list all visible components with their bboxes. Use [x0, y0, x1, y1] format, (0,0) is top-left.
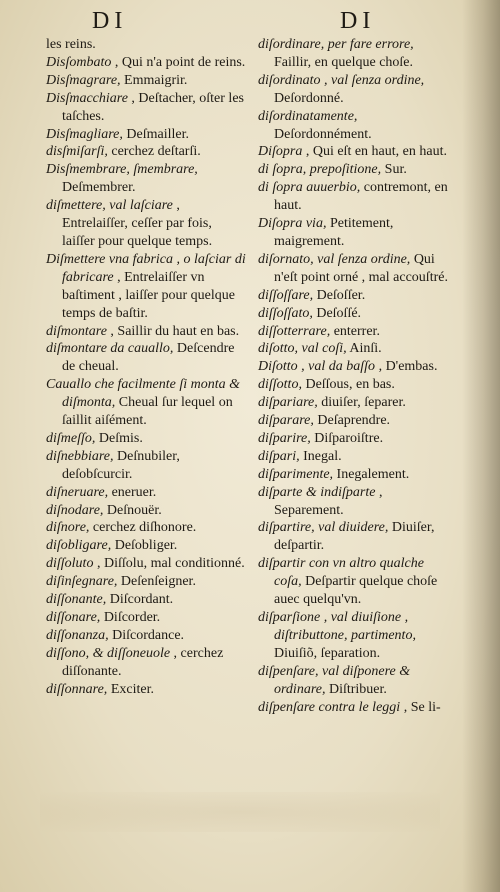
entry-headword: Diſopra — [258, 144, 303, 160]
dictionary-entry — [258, 609, 454, 663]
entry-definition: Ainſi. — [349, 341, 382, 357]
dictionary-entry — [258, 323, 454, 341]
entry-headword: diſſonanza, — [46, 627, 109, 643]
entry-definition: Deſaprendre. — [317, 413, 391, 429]
entry-headword: diſparimente, — [258, 466, 334, 482]
entry-headword: diſordinato , val ſenza ordine, — [258, 72, 425, 88]
dictionary-entry — [46, 90, 246, 126]
entry-headword: diſmontare — [46, 323, 107, 339]
entry-definition: Deſordonnément. — [274, 126, 372, 142]
entry-definition: Deſmembrer. — [62, 180, 136, 196]
entry-headword: Disſmembrare, ſmembrare, — [46, 162, 198, 178]
entry-headword: Cauallo che facilmente ſi monta & diſmonta, — [46, 377, 241, 411]
entry-definition: Deſpartir quelque choſe auec quelqu'vn. — [274, 574, 438, 608]
entry-headword: diſparte & indiſparte — [258, 484, 376, 500]
entry-headword: diſſoſſato, — [258, 305, 313, 321]
entry-definition: Inegalement. — [336, 466, 410, 482]
entry-definition: Deſoſſer. — [316, 287, 366, 303]
entry-headword: Diſmettere vna fabrica , o laſciar di fabricare — [46, 251, 246, 285]
entry-definition: Faillir, en quelque choſe. — [274, 54, 414, 70]
entry-definition: Exciter. — [110, 681, 154, 697]
entry-headword: diſpenſare, val diſponere & ordinare, — [258, 663, 411, 697]
entry-headword: Disſmacchiare — [46, 90, 128, 106]
entry-definition: Emmaigrir. — [124, 72, 188, 88]
entry-definition: Deſſous, en bas. — [305, 377, 395, 393]
dictionary-entry — [258, 663, 454, 699]
dictionary-entry — [258, 143, 454, 161]
entry-definition: Diſparoiſtre. — [314, 430, 384, 446]
entry-headword: diſinſegnare, — [46, 574, 118, 590]
entry-definition: Diſcorder. — [103, 610, 161, 625]
paper-stain — [40, 792, 440, 832]
entry-definition: , Entrelaiſſer, ceſſer par fois, laiſſer pour quelque temps. — [62, 198, 213, 249]
dictionary-entry — [46, 609, 246, 627]
right-column — [258, 36, 454, 716]
entry-headword: diſſonnare, — [46, 681, 108, 697]
entry-definition: Deſenſeigner. — [120, 574, 196, 590]
entry-headword: diſotto, val coſi, — [258, 341, 347, 357]
entry-headword: diſornato, val ſenza ordine, — [258, 251, 411, 267]
entry-definition: Diſcordance. — [112, 627, 185, 643]
entry-headword: disſmiſarſi, — [46, 144, 108, 160]
entry-definition: Deſnubiler, deſobſcurcir. — [62, 448, 180, 482]
entry-definition: Cheual ſur lequel on ſaillit aiſément. — [62, 395, 233, 429]
entry-definition: Diſcordant. — [109, 592, 174, 608]
entry-definition: contremont, en haut. — [274, 180, 448, 214]
entry-headword: diſordinatamente, — [258, 108, 358, 124]
dictionary-entry — [46, 591, 246, 609]
entry-definition: cerchez deſtarſi. — [111, 144, 201, 160]
entry-definition: Sur. — [384, 162, 407, 178]
dictionary-entry — [258, 340, 454, 358]
dictionary-entry — [46, 72, 246, 90]
dictionary-entry — [258, 430, 454, 448]
dictionary-entry — [46, 484, 246, 502]
header-right: DI — [340, 8, 376, 34]
entry-headword: diſobligare, — [46, 538, 112, 554]
entry-definition: , Qui eſt en haut, en haut. — [305, 144, 447, 160]
entry-headword: diſparire, — [258, 430, 311, 446]
entry-definition: , Saillir du haut en bas. — [110, 323, 240, 339]
entry-headword: diſordinare, per fare errore, — [258, 37, 414, 52]
entry-definition: Qui n'eſt point orné , mal accouſtré. — [274, 251, 448, 285]
dictionary-entry — [46, 54, 246, 72]
entry-definition: Petitement, maigrement. — [274, 216, 394, 249]
dictionary-entry — [46, 36, 246, 54]
entry-definition: Deſcendre de cheual. — [62, 341, 235, 375]
entry-definition: Deſobliger. — [114, 538, 178, 554]
dictionary-entry — [46, 197, 246, 251]
dictionary-entry — [258, 161, 454, 179]
entry-headword: diſſonante, — [46, 592, 107, 608]
entry-definition: diuiſer, ſeparer. — [321, 395, 406, 411]
entry-definition: cerchez diſhonore. — [92, 520, 197, 536]
entry-definition: eneruer. — [111, 484, 157, 500]
entry-headword: diſſotterrare, — [258, 323, 331, 339]
dictionary-entry — [258, 394, 454, 412]
dictionary-entry — [46, 340, 246, 376]
dictionary-entry — [46, 376, 246, 430]
dictionary-entry — [258, 358, 454, 376]
entry-headword: diſmontare da cauallo, — [46, 341, 174, 357]
dictionary-entry — [46, 519, 246, 537]
entry-headword: di ſopra auuerbio, — [258, 180, 361, 196]
dictionary-entry — [258, 251, 454, 287]
dictionary-entry — [258, 36, 454, 72]
dictionary-entry — [46, 627, 246, 645]
dictionary-entry — [46, 161, 246, 197]
entry-headword: Disſmagliare, — [46, 126, 123, 142]
header-left: DI — [92, 8, 128, 34]
dictionary-entry — [46, 681, 246, 699]
left-column — [46, 36, 246, 699]
entry-definition: Deſmailler. — [126, 126, 189, 142]
entry-definition: , cerchez diſſonante. — [62, 645, 224, 679]
dictionary-entry — [258, 376, 454, 394]
entry-headword: diſnore, — [46, 520, 90, 536]
entry-definition: Diuiſer, deſpartir. — [274, 520, 435, 554]
entry-headword: diſpariare, — [258, 395, 318, 411]
entry-definition: Deſoſſé. — [316, 305, 362, 321]
entry-headword: diſpenſare contra le leggi — [258, 699, 401, 715]
entry-definition: , Separement. — [274, 484, 383, 518]
entry-definition: , Entrelaiſſer vn baſtiment , laiſſer pour quelque temps de baſtir. — [62, 269, 236, 321]
entry-headword: diſſonare, — [46, 610, 101, 625]
entry-definition: Inegal. — [303, 448, 342, 464]
page-gutter-shadow — [462, 0, 500, 892]
dictionary-entry — [46, 143, 246, 161]
dictionary-entry — [46, 323, 246, 341]
entry-definition: les reins. — [46, 37, 96, 52]
entry-headword: Disſombato — [46, 54, 112, 70]
entry-headword: diſmeſſo, — [46, 430, 96, 446]
entry-definition: Deſmis. — [98, 430, 143, 446]
dictionary-entry — [46, 555, 246, 573]
entry-headword: diſparſione , val diuiſione , diſtributtone, partimento, — [258, 610, 416, 643]
dictionary-entry — [258, 287, 454, 305]
entry-definition: Deſordonné. — [274, 90, 344, 106]
dictionary-entry — [258, 179, 454, 215]
dictionary-entry — [258, 484, 454, 520]
dictionary-entry — [258, 412, 454, 430]
entry-headword: diſmettere, val laſciare — [46, 198, 173, 214]
entry-headword: Diſopra via, — [258, 216, 327, 232]
dictionary-entry — [258, 699, 454, 717]
dictionary-entry — [258, 519, 454, 555]
dictionary-entry — [258, 72, 454, 108]
dictionary-entry — [46, 645, 246, 681]
dictionary-entry — [46, 537, 246, 555]
entry-headword: diſpartire, val diuidere, — [258, 520, 389, 536]
dictionary-entry — [258, 555, 454, 609]
dictionary-entry — [46, 448, 246, 484]
running-header — [0, 8, 500, 36]
entry-definition: , D'embas. — [378, 359, 438, 375]
entry-definition: , Qui n'a point de reins. — [114, 54, 246, 70]
entry-definition: , Diſſolu, mal conditionné. — [96, 556, 245, 572]
entry-headword: diſnebbiare, — [46, 448, 114, 464]
entry-definition: Deſnouër. — [106, 502, 162, 518]
dictionary-entry — [46, 251, 246, 323]
entry-definition: , Deſtacher, oſter les taſches. — [62, 90, 244, 124]
entry-headword: Disſmagrare, — [46, 72, 121, 88]
entry-definition: Diuiſiõ, ſeparation. — [274, 645, 381, 661]
entry-headword: diſpari, — [258, 448, 300, 464]
dictionary-entry — [46, 126, 246, 144]
entry-headword: diſpartir con vn altro qualche coſa, — [258, 556, 424, 590]
dictionary-entry — [258, 215, 454, 251]
dictionary-entry — [46, 430, 246, 448]
entry-definition: enterrer. — [333, 323, 380, 339]
dictionary-entry — [46, 573, 246, 591]
entry-headword: diſparare, — [258, 413, 314, 429]
entry-definition: , Se li- — [403, 699, 441, 715]
entry-definition: Diſtribuer. — [328, 681, 387, 697]
dictionary-entry — [258, 305, 454, 323]
entry-headword: Diſotto , val da baſſo — [258, 359, 376, 375]
dictionary-entry — [258, 108, 454, 144]
entry-headword: diſnodare, — [46, 502, 104, 518]
entry-headword: diſſoſſare, — [258, 287, 314, 303]
dictionary-entry — [258, 448, 454, 466]
entry-headword: diſſotto, — [258, 377, 302, 393]
entry-headword: diſſono, & diſſoneuole — [46, 645, 171, 661]
entry-headword: di ſopra, prepoſitione, — [258, 162, 382, 178]
entry-headword: diſſoluto — [46, 556, 94, 572]
dictionary-entry — [258, 466, 454, 484]
dictionary-entry — [46, 502, 246, 520]
entry-headword: diſneruare, — [46, 484, 109, 500]
